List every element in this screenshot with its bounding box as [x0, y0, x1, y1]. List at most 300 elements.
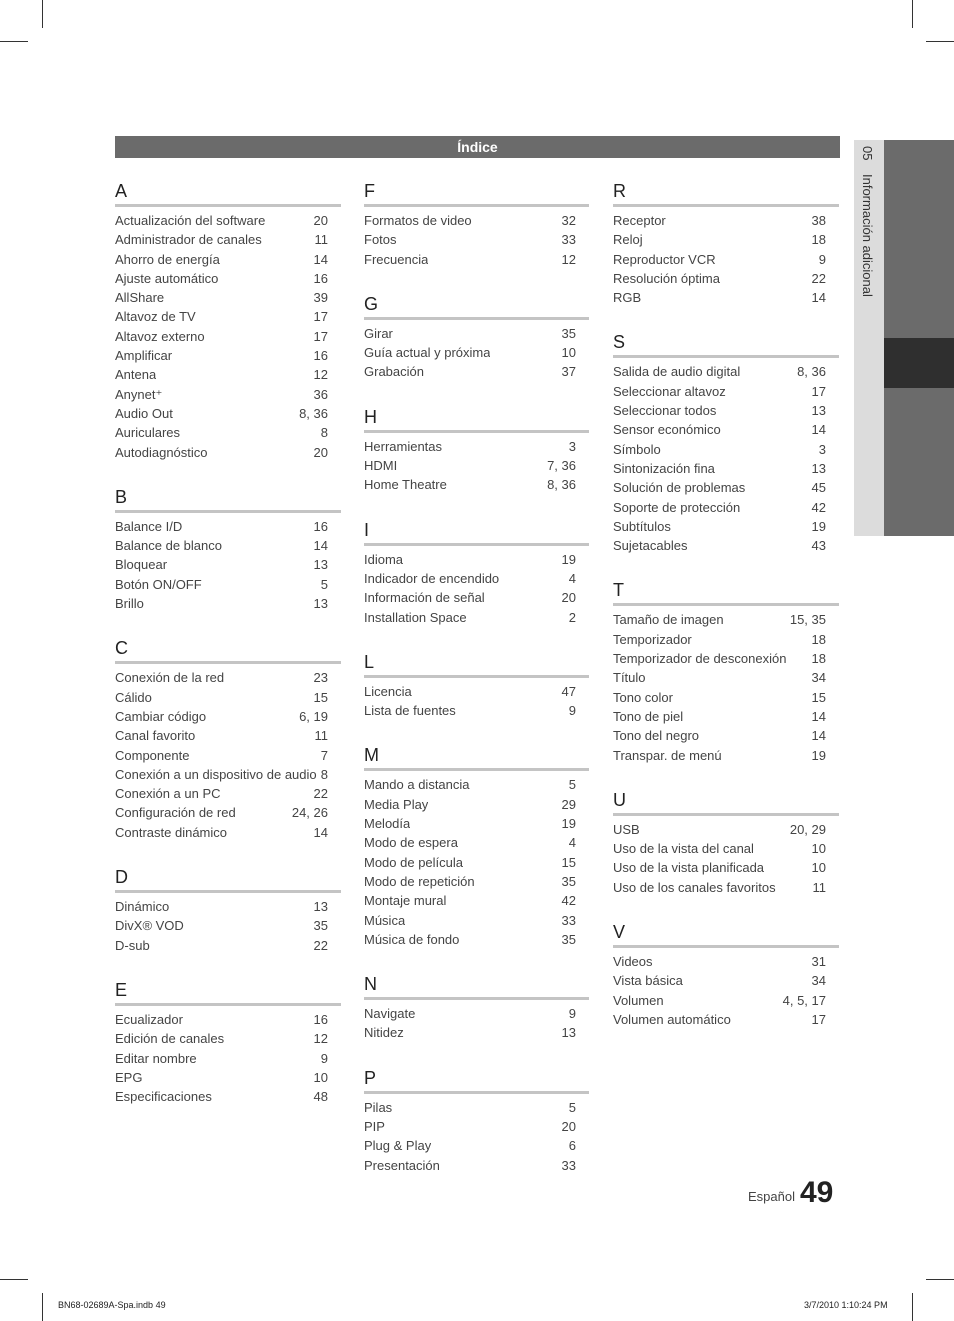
- entry-term: PIP: [364, 1119, 385, 1135]
- entry-page: 5: [320, 576, 328, 592]
- entry-page: 13: [561, 1025, 576, 1041]
- entry-page: 18: [811, 631, 826, 647]
- index-entry: [364, 456, 589, 475]
- entry-page: 18: [811, 651, 826, 667]
- entry-term: Música de fondo: [364, 931, 460, 947]
- entry-term: Uso de los canales favoritos: [613, 879, 776, 895]
- entry-page: 14: [811, 728, 826, 744]
- chapter-title: Información adicional: [860, 174, 875, 297]
- entry-term: Audio Out: [115, 405, 173, 421]
- page-title: Índice: [115, 136, 840, 158]
- index-entry: [115, 327, 341, 346]
- index-entry: [364, 437, 589, 456]
- entry-page: 2: [568, 609, 576, 625]
- entry-page: 22: [313, 786, 328, 802]
- entry-page: 45: [811, 480, 826, 496]
- index-section: [364, 973, 589, 1043]
- section-divider: [613, 204, 839, 207]
- entry-page: 48: [313, 1089, 328, 1105]
- entry-term: Tono color: [613, 689, 673, 705]
- entry-term: Contraste dinámico: [115, 824, 227, 840]
- entry-term: Ecualizador: [115, 1011, 183, 1027]
- index-entry: [364, 343, 589, 362]
- entry-page: 8: [320, 766, 328, 782]
- entry-page: 19: [561, 551, 576, 567]
- crop-mark: [912, 1293, 913, 1321]
- entry-page: 15, 35: [789, 612, 826, 628]
- entry-page: 14: [313, 538, 328, 554]
- index-entry: [613, 878, 839, 897]
- section-divider: [364, 1091, 589, 1094]
- index-section: [613, 579, 839, 764]
- index-entry: [364, 588, 589, 607]
- section-divider: [364, 430, 589, 433]
- entry-page: 5: [568, 777, 576, 793]
- chapter-tab-marker: [884, 338, 954, 388]
- index-section: [115, 979, 341, 1106]
- index-entry: [364, 911, 589, 930]
- index-entry: [115, 784, 341, 803]
- index-entry: [613, 952, 839, 971]
- index-entry: [364, 853, 589, 872]
- index-section: [364, 406, 589, 495]
- entry-term: Media Play: [364, 796, 429, 812]
- index-entry: [364, 775, 589, 794]
- entry-page: 7, 36: [547, 458, 576, 474]
- entry-term: Especificaciones: [115, 1089, 212, 1105]
- entry-term: Conexión a un dispositivo de audio: [115, 766, 317, 782]
- index-section: [364, 293, 589, 382]
- entry-page: 37: [561, 364, 576, 380]
- entry-page: 10: [561, 345, 576, 361]
- index-entry: [364, 814, 589, 833]
- index-entry: [613, 498, 839, 517]
- entry-term: Lista de fuentes: [364, 703, 456, 719]
- index-entry: [613, 517, 839, 536]
- entry-term: Bloquear: [115, 557, 168, 573]
- entry-page: 9: [568, 1006, 576, 1022]
- entry-page: 35: [561, 325, 576, 341]
- entry-page: 15: [313, 689, 328, 705]
- section-divider: [364, 997, 589, 1000]
- entry-page: 4: [568, 570, 576, 586]
- entry-term: Uso de la vista planificada: [613, 860, 765, 876]
- chapter-number: 05: [860, 146, 875, 161]
- entry-page: 34: [811, 973, 826, 989]
- index-entry: [613, 1010, 839, 1029]
- index-entry: [613, 536, 839, 555]
- entry-page: 43: [811, 538, 826, 554]
- index-entry: [613, 382, 839, 401]
- chapter-tab: [854, 140, 954, 536]
- entry-page: 7: [320, 747, 328, 763]
- index-entry: [115, 688, 341, 707]
- section-letter: G: [364, 293, 379, 314]
- section-letter: H: [364, 406, 377, 427]
- index-entry: [364, 701, 589, 720]
- entry-page: 35: [561, 931, 576, 947]
- section-divider: [115, 204, 341, 207]
- crop-mark: [0, 41, 28, 42]
- index-entry: [613, 250, 839, 269]
- crop-mark: [912, 0, 913, 28]
- entry-page: 17: [811, 1011, 826, 1027]
- index-entry: [613, 668, 839, 687]
- entry-page: 11: [314, 232, 328, 248]
- entry-term: Amplificar: [115, 348, 173, 364]
- chapter-tab-label: [860, 146, 875, 307]
- index-section: [364, 744, 589, 949]
- section-divider: [115, 890, 341, 893]
- entry-page: 8, 36: [299, 405, 328, 421]
- entry-term: Plug & Play: [364, 1138, 432, 1154]
- index-entry: [115, 346, 341, 365]
- entry-term: Frecuencia: [364, 251, 429, 267]
- index-entry: [613, 707, 839, 726]
- entry-term: Sujetacables: [613, 538, 688, 554]
- index-entry: [613, 610, 839, 629]
- entry-page: 33: [561, 232, 576, 248]
- entry-page: 22: [811, 270, 826, 286]
- entry-term: Volumen automático: [613, 1011, 731, 1027]
- section-letter: M: [364, 745, 379, 766]
- index-entry: [613, 440, 839, 459]
- index-section: [115, 637, 341, 842]
- index-entry: [115, 385, 341, 404]
- index-entry: [364, 230, 589, 249]
- index-entry: [364, 550, 589, 569]
- index-entry: [613, 746, 839, 765]
- entry-page: 12: [561, 251, 576, 267]
- entry-term: Información de señal: [364, 590, 485, 606]
- index-section: [613, 180, 839, 307]
- index-entry: [613, 420, 839, 439]
- entry-page: 20: [561, 1119, 576, 1135]
- entry-term: Receptor: [613, 213, 666, 228]
- section-letter: R: [613, 181, 626, 201]
- index-entry: [115, 443, 341, 462]
- footer-language: Español: [748, 1189, 795, 1204]
- entry-term: RGB: [613, 290, 642, 306]
- section-letter: U: [613, 789, 626, 810]
- entry-term: Reproductor VCR: [613, 251, 716, 267]
- entry-page: 19: [811, 518, 826, 534]
- entry-term: Título: [613, 670, 646, 686]
- entry-page: 10: [313, 1069, 328, 1085]
- section-divider: [364, 317, 589, 320]
- entry-term: USB: [613, 821, 640, 837]
- entry-page: 12: [313, 1031, 328, 1047]
- entry-term: Soporte de protección: [613, 499, 741, 515]
- entry-term: Altavoz externo: [115, 328, 205, 344]
- entry-term: Salida de audio digital: [613, 364, 741, 380]
- entry-page: 20, 29: [789, 821, 826, 837]
- entry-term: Herramientas: [364, 438, 443, 454]
- entry-page: 4: [568, 835, 576, 851]
- index-entry: [364, 682, 589, 701]
- entry-term: Configuración de red: [115, 805, 236, 821]
- section-letter: N: [364, 974, 377, 995]
- entry-term: Home Theatre: [364, 477, 447, 493]
- entry-page: 18: [811, 232, 826, 248]
- index-entry: [613, 991, 839, 1010]
- section-letter: L: [364, 651, 375, 672]
- entry-page: 13: [313, 596, 328, 612]
- entry-term: Balance de blanco: [115, 538, 222, 554]
- entry-term: Sensor económico: [613, 422, 721, 438]
- index-entry: [115, 211, 341, 230]
- index-entry: [115, 536, 341, 555]
- entry-term: Indicador de encendido: [364, 570, 500, 586]
- entry-page: 13: [313, 899, 328, 915]
- section-divider: [364, 543, 589, 546]
- index-entry: [115, 1010, 341, 1029]
- entry-term: Música: [364, 912, 406, 928]
- index-entry: [115, 594, 341, 613]
- index-column-1: [115, 180, 341, 1130]
- index-entry: [115, 823, 341, 842]
- entry-term: Videos: [613, 954, 653, 970]
- index-entry: [364, 211, 589, 230]
- entry-term: Fotos: [364, 232, 397, 248]
- entry-page: 42: [811, 499, 826, 515]
- entry-page: 24, 26: [291, 805, 328, 821]
- entry-page: 10: [811, 860, 826, 876]
- entry-term: Temporizador: [613, 631, 692, 647]
- index-entry: [364, 872, 589, 891]
- index-section: [364, 519, 589, 627]
- entry-page: 9: [320, 1050, 328, 1066]
- entry-term: Tono de piel: [613, 708, 684, 724]
- entry-page: 47: [561, 683, 576, 699]
- entry-page: 35: [313, 918, 328, 934]
- entry-page: 8, 36: [797, 364, 826, 380]
- index-entry: [364, 475, 589, 494]
- entry-term: HDMI: [364, 458, 398, 474]
- index-section: [115, 866, 341, 955]
- section-divider: [613, 355, 839, 358]
- index-column-2: [364, 180, 589, 1199]
- entry-term: Installation Space: [364, 609, 467, 625]
- index-entry: [115, 1087, 341, 1106]
- index-entry: [115, 230, 341, 249]
- index-entry: [613, 726, 839, 745]
- entry-page: 6, 19: [299, 708, 328, 724]
- entry-page: 3: [818, 441, 826, 457]
- crop-mark: [926, 1279, 954, 1280]
- entry-term: Modo de película: [364, 854, 464, 870]
- entry-term: Administrador de canales: [115, 232, 262, 248]
- entry-page: 16: [313, 270, 328, 286]
- entry-term: Cálido: [115, 689, 152, 705]
- entry-page: 16: [313, 348, 328, 364]
- entry-term: Pilas: [364, 1099, 393, 1115]
- index-entry: [613, 459, 839, 478]
- entry-page: 17: [313, 309, 328, 325]
- index-section: [613, 331, 839, 555]
- section-divider: [613, 945, 839, 948]
- entry-term: Canal favorito: [115, 728, 196, 744]
- print-file-info: BN68-02689A-Spa.indb 49: [58, 1300, 166, 1310]
- index-entry: [115, 288, 341, 307]
- entry-page: 14: [811, 708, 826, 724]
- entry-page: 6: [568, 1138, 576, 1154]
- entry-term: Brillo: [115, 596, 144, 612]
- index-entry: [364, 930, 589, 949]
- entry-term: Balance I/D: [115, 518, 183, 534]
- entry-term: Nitidez: [364, 1025, 404, 1041]
- index-entry: [364, 795, 589, 814]
- entry-page: 11: [314, 728, 328, 744]
- index-entry: [115, 1068, 341, 1087]
- index-entry: [613, 858, 839, 877]
- entry-page: 31: [811, 954, 826, 970]
- section-divider: [115, 1003, 341, 1006]
- index-entry: [613, 269, 839, 288]
- entry-term: EPG: [115, 1069, 143, 1085]
- index-entry: [115, 726, 341, 745]
- entry-page: 19: [811, 747, 826, 763]
- index-entry: [364, 1136, 589, 1155]
- entry-term: Uso de la vista del canal: [613, 841, 754, 857]
- entry-term: Componente: [115, 747, 190, 763]
- entry-term: Formatos de video: [364, 213, 472, 228]
- index-entry: [115, 517, 341, 536]
- entry-page: 14: [313, 251, 328, 267]
- entry-term: Resolución óptima: [613, 270, 720, 286]
- index-entry: [115, 1029, 341, 1048]
- entry-page: 14: [313, 824, 328, 840]
- entry-term: Idioma: [364, 551, 404, 567]
- index-entry: [364, 1004, 589, 1023]
- index-entry: [364, 1098, 589, 1117]
- index-section: [613, 921, 839, 1029]
- entry-page: 33: [561, 1157, 576, 1173]
- entry-page: 10: [811, 841, 826, 857]
- entry-page: 33: [561, 912, 576, 928]
- entry-page: 4, 5, 17: [782, 992, 826, 1008]
- section-letter: T: [613, 580, 624, 601]
- index-entry: [364, 569, 589, 588]
- index-entry: [613, 971, 839, 990]
- index-entry: [115, 269, 341, 288]
- index-entry: [115, 1049, 341, 1068]
- entry-term: Seleccionar todos: [613, 403, 717, 419]
- entry-page: 11: [812, 879, 826, 895]
- entry-term: Símbolo: [613, 441, 661, 457]
- entry-term: Actualización del software: [115, 213, 266, 228]
- index-entry: [115, 936, 341, 955]
- entry-page: 39: [313, 290, 328, 306]
- entry-term: Anynet⁺: [115, 386, 163, 402]
- section-letter: A: [115, 181, 128, 201]
- index-entry: [613, 478, 839, 497]
- index-entry: [613, 211, 839, 230]
- entry-term: Antena: [115, 367, 157, 383]
- entry-page: 17: [313, 328, 328, 344]
- index-entry: [115, 746, 341, 765]
- entry-term: D-sub: [115, 937, 150, 953]
- index-entry: [364, 250, 589, 269]
- entry-term: Modo de espera: [364, 835, 458, 851]
- entry-term: Conexión a un PC: [115, 786, 221, 802]
- index-entry: [115, 575, 341, 594]
- entry-page: 14: [811, 290, 826, 306]
- section-letter: P: [364, 1067, 377, 1088]
- section-letter: E: [115, 979, 128, 1000]
- entry-term: Vista básica: [613, 973, 683, 989]
- index-entry: [115, 897, 341, 916]
- entry-term: Girar: [364, 325, 393, 341]
- crop-mark: [926, 41, 954, 42]
- section-letter: V: [613, 922, 626, 943]
- section-divider: [613, 813, 839, 816]
- section-letter: I: [364, 519, 370, 540]
- index-entry: [115, 365, 341, 384]
- index-entry: [613, 649, 839, 668]
- index-entry: [115, 404, 341, 423]
- entry-page: 9: [818, 251, 826, 267]
- entry-term: Melodía: [364, 816, 411, 832]
- index-entry: [613, 288, 839, 307]
- entry-term: Guía actual y próxima: [364, 345, 491, 361]
- entry-term: Montaje mural: [364, 893, 447, 909]
- entry-term: Tono del negro: [613, 728, 700, 744]
- index-entry: [115, 250, 341, 269]
- index-section: [613, 789, 839, 897]
- section-divider: [613, 603, 839, 606]
- entry-term: Autodiagnóstico: [115, 444, 208, 460]
- index-entry: [364, 608, 589, 627]
- section-letter: S: [613, 332, 626, 353]
- entry-page: 20: [313, 444, 328, 460]
- entry-page: 35: [561, 873, 576, 889]
- index-section: [364, 180, 589, 269]
- entry-page: 20: [313, 213, 328, 228]
- entry-term: Licencia: [364, 683, 412, 699]
- entry-page: 8: [320, 425, 328, 441]
- entry-term: Subtítulos: [613, 518, 671, 534]
- entry-page: 23: [313, 670, 328, 686]
- index-section: [115, 180, 341, 462]
- entry-term: DivX® VOD: [115, 918, 184, 934]
- entry-term: Ahorro de energía: [115, 251, 220, 267]
- index-entry: [364, 1023, 589, 1042]
- index-entry: [613, 362, 839, 381]
- index-section: [115, 486, 341, 613]
- page-number: 49: [800, 1176, 834, 1209]
- entry-term: Reloj: [613, 232, 643, 248]
- entry-page: 13: [313, 557, 328, 573]
- entry-term: Ajuste automático: [115, 270, 219, 286]
- entry-page: 9: [568, 703, 576, 719]
- entry-page: 16: [313, 518, 328, 534]
- index-entry: [364, 362, 589, 381]
- index-entry: [115, 555, 341, 574]
- section-letter: B: [115, 486, 128, 507]
- entry-term: Grabación: [364, 364, 424, 380]
- index-section: [364, 1067, 589, 1175]
- section-letter: F: [364, 181, 375, 201]
- entry-term: Botón ON/OFF: [115, 576, 202, 592]
- entry-page: 32: [561, 213, 576, 228]
- entry-page: 13: [811, 460, 826, 476]
- entry-term: Volumen: [613, 992, 664, 1008]
- entry-page: 5: [568, 1099, 576, 1115]
- index-section: [364, 651, 589, 721]
- index-entry: [364, 324, 589, 343]
- entry-term: Sintonización fina: [613, 460, 715, 476]
